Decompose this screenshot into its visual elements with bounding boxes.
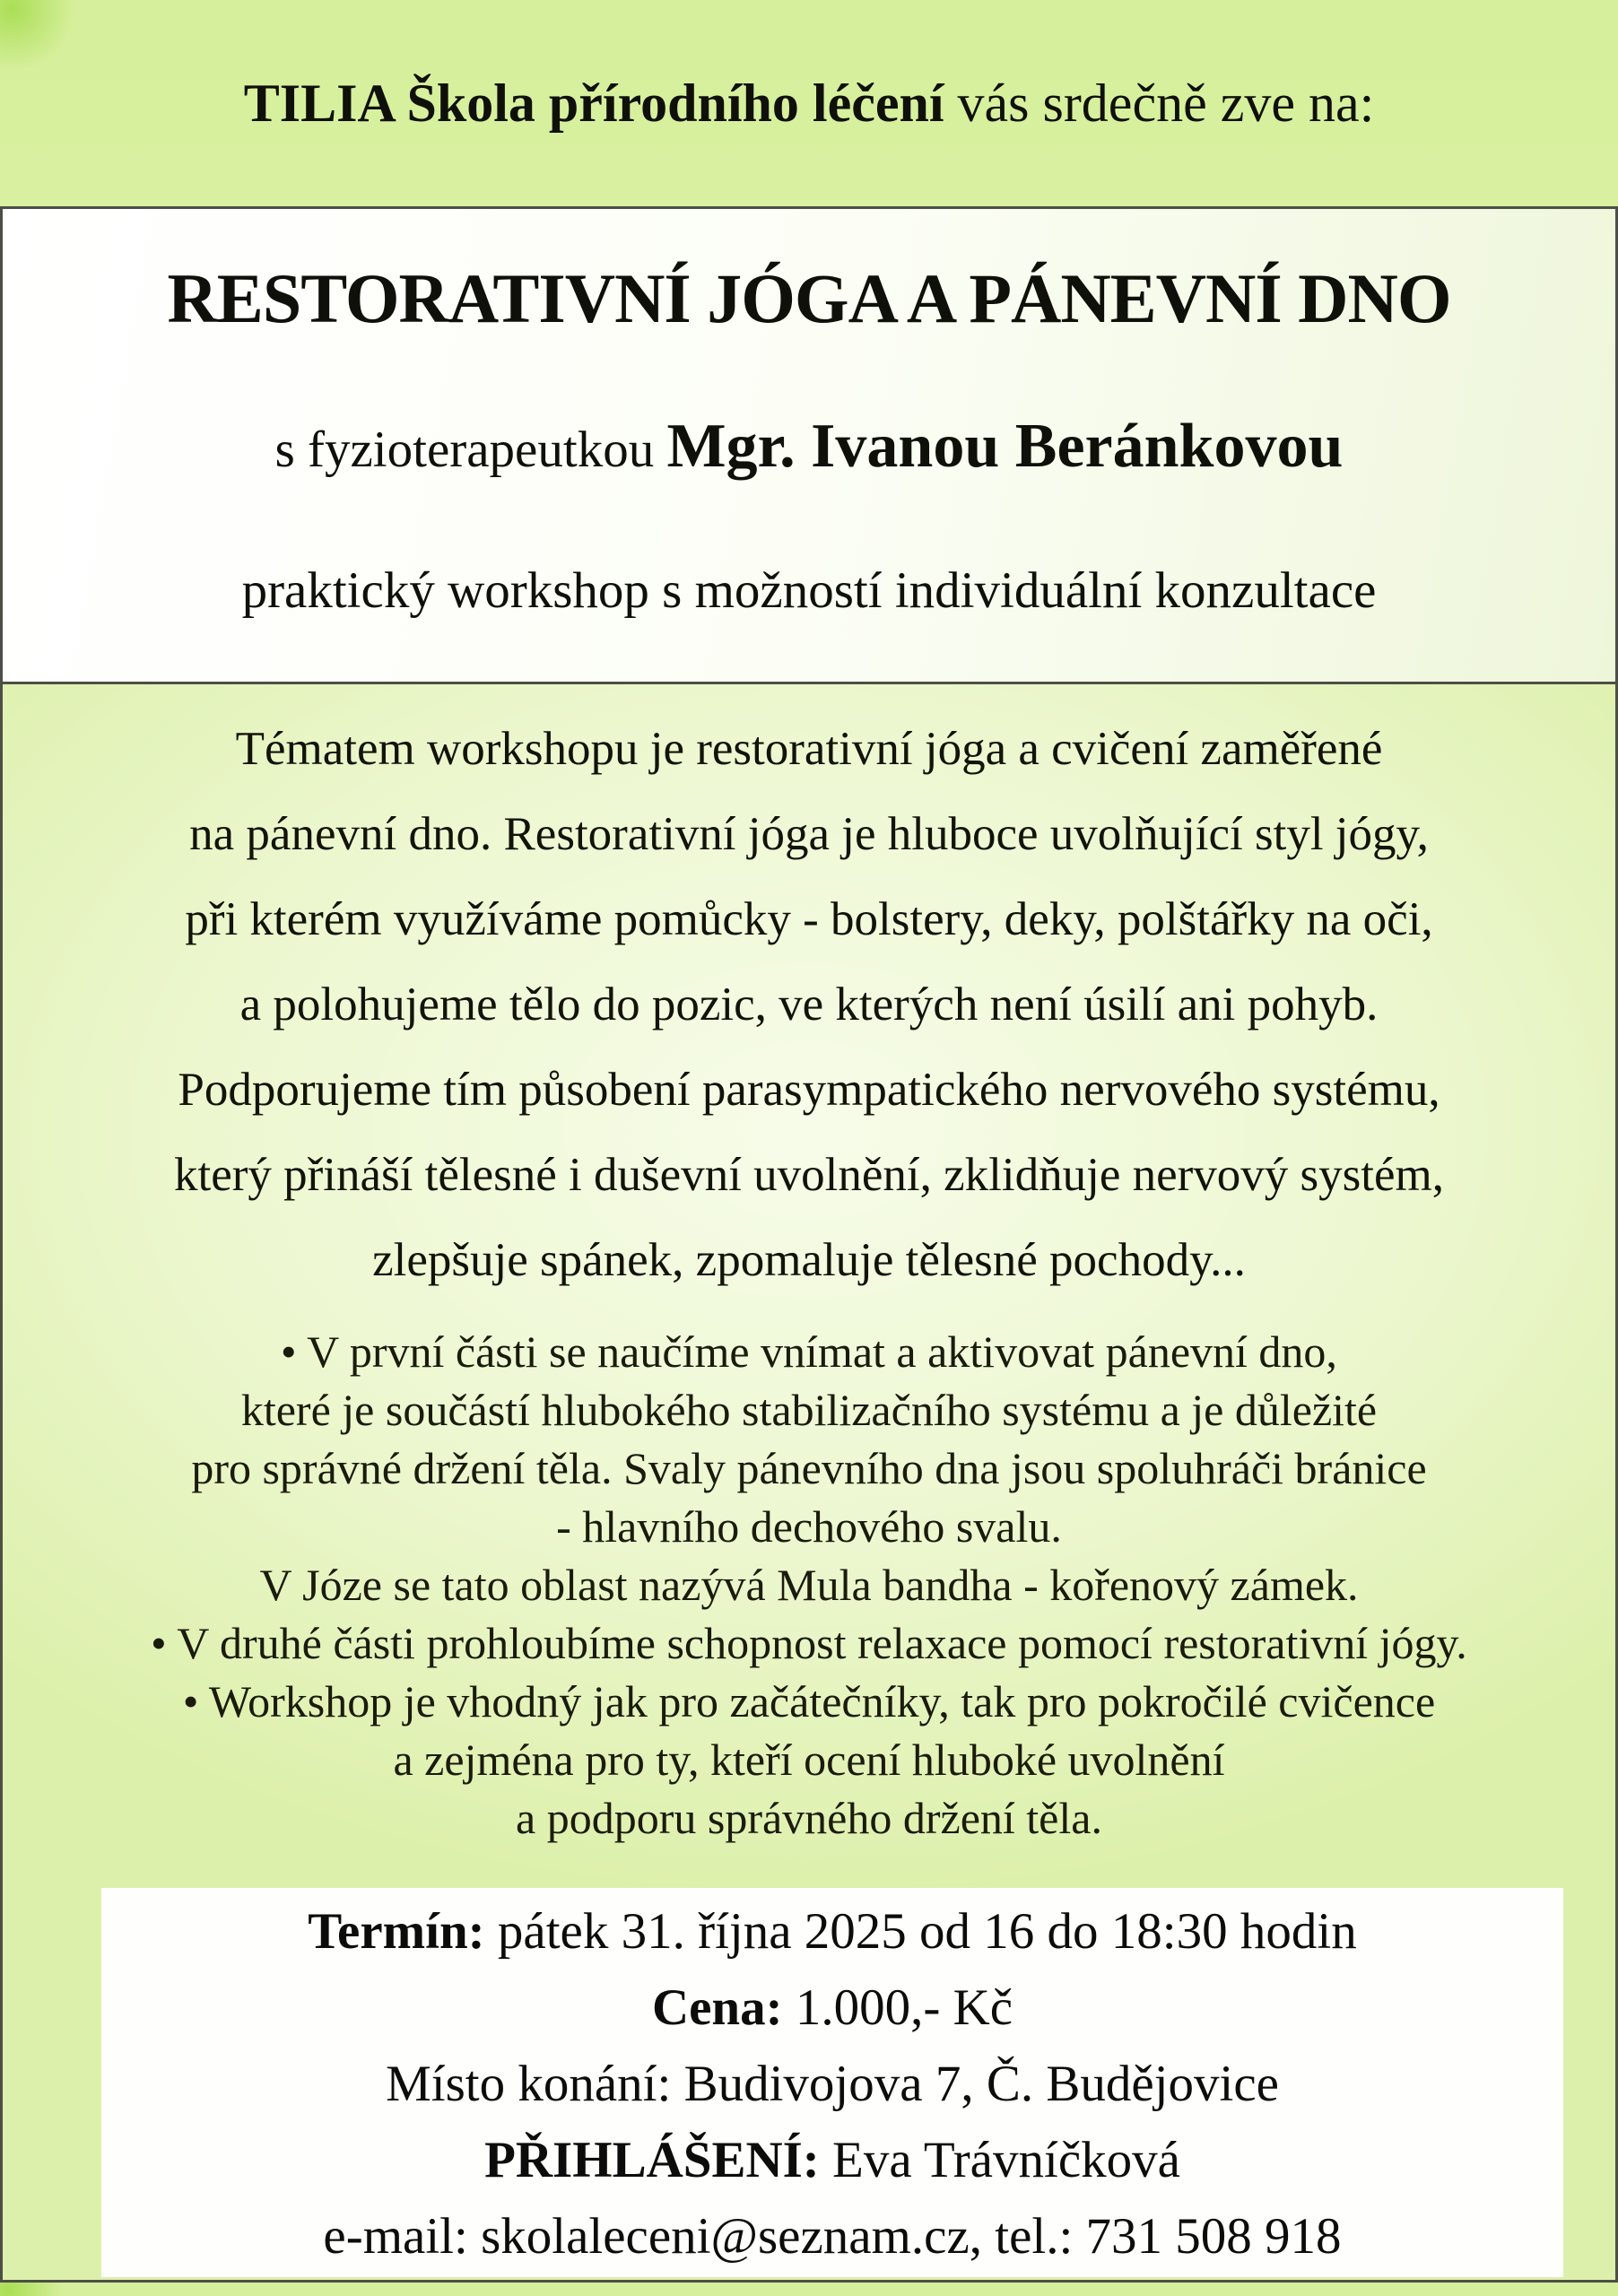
bullet-line: a zejména pro ty, kteří ocení hluboké uvolnění: [393, 1735, 1225, 1785]
contact-line: Cena: 1.000,- Kč: [651, 1979, 1013, 2036]
contact-line: e-mail: skolaleceni@seznam.cz, tel.: 731 508 918: [323, 2208, 1342, 2265]
intro-line: a polohujeme tělo do pozic, ve kterých není úsilí ani pohyb.: [239, 978, 1379, 1031]
lecturer-name: Mgr. Ivanou Beránkovou: [666, 411, 1344, 481]
contact-line: Místo konání: Budivojova 7, Č. Budějovice: [386, 2056, 1279, 2112]
workshop-title: RESTORATIVNÍ JÓGA A PÁNEVNÍ DNO: [167, 259, 1451, 337]
bullet-line: V Józe se tato oblast nazývá Mula bandha - kořenový zámek.: [259, 1560, 1359, 1610]
intro-paragraph: [3, 707, 1615, 1303]
body-section: [3, 684, 1615, 2280]
intro-line: Tématem workshopu je restorativní jóga a cvičení zaměřené: [235, 723, 1383, 775]
contact-line: Termín: pátek 31. října 2025 od 16 do 18:30 hodin: [308, 1903, 1357, 1960]
contact-box: [101, 1888, 1563, 2277]
bullet-line: pro správné držení těla. Svaly pánevního dna jsou spoluhráči bránice: [191, 1443, 1427, 1493]
bullet-line: • Workshop je vhodný jak pro začátečníky, tak pro pokročilé cvičence: [182, 1676, 1436, 1726]
bullet-line: - hlavního dechového svalu.: [556, 1501, 1062, 1552]
bullet-line: které je součástí hlubokého stabilizačního systému a je důležité: [240, 1385, 1378, 1435]
workshop-type-line: praktický workshop s možností individuální konzultace: [241, 562, 1377, 620]
header-school-name: TILIA Škola přírodního léčení: [243, 73, 944, 133]
lecturer-line: [3, 411, 1615, 483]
lecturer-prefix: s fyzioterapeutkou: [274, 421, 667, 478]
intro-line: na pánevní dno. Restorativní jóga je hluboce uvolňující styl jógy,: [189, 808, 1429, 860]
bullet-line: • V druhé části prohloubíme schopnost relaxace pomocí restorativní jógy.: [151, 1618, 1467, 1668]
intro-line: zlepšuje spánek, zpomaluje tělesné pochody...: [372, 1234, 1246, 1286]
bullet-line: a podporu správného držení těla.: [516, 1793, 1102, 1843]
intro-line: při kterém využíváme pomůcky - bolstery, deky, polštářky na oči,: [185, 893, 1433, 945]
bullet-paragraph: [3, 1323, 1615, 1848]
intro-line: který přináší tělesné i duševní uvolnění, zklidňuje nervový systém,: [174, 1149, 1444, 1201]
header-band: [0, 0, 1618, 206]
intro-line: Podporujeme tím působení parasympatického nervového systému,: [178, 1064, 1440, 1116]
header-invite-text: vás srdečně zve na:: [944, 73, 1375, 133]
content-frame: [0, 206, 1618, 2283]
header-text: [244, 73, 1375, 135]
bullet-line: • V první části se naučíme vnímat a aktivovat pánevní dno,: [281, 1326, 1337, 1377]
contact-line: PŘIHLÁŠENÍ: Eva Trávníčková: [484, 2132, 1180, 2188]
title-section: [3, 209, 1615, 684]
